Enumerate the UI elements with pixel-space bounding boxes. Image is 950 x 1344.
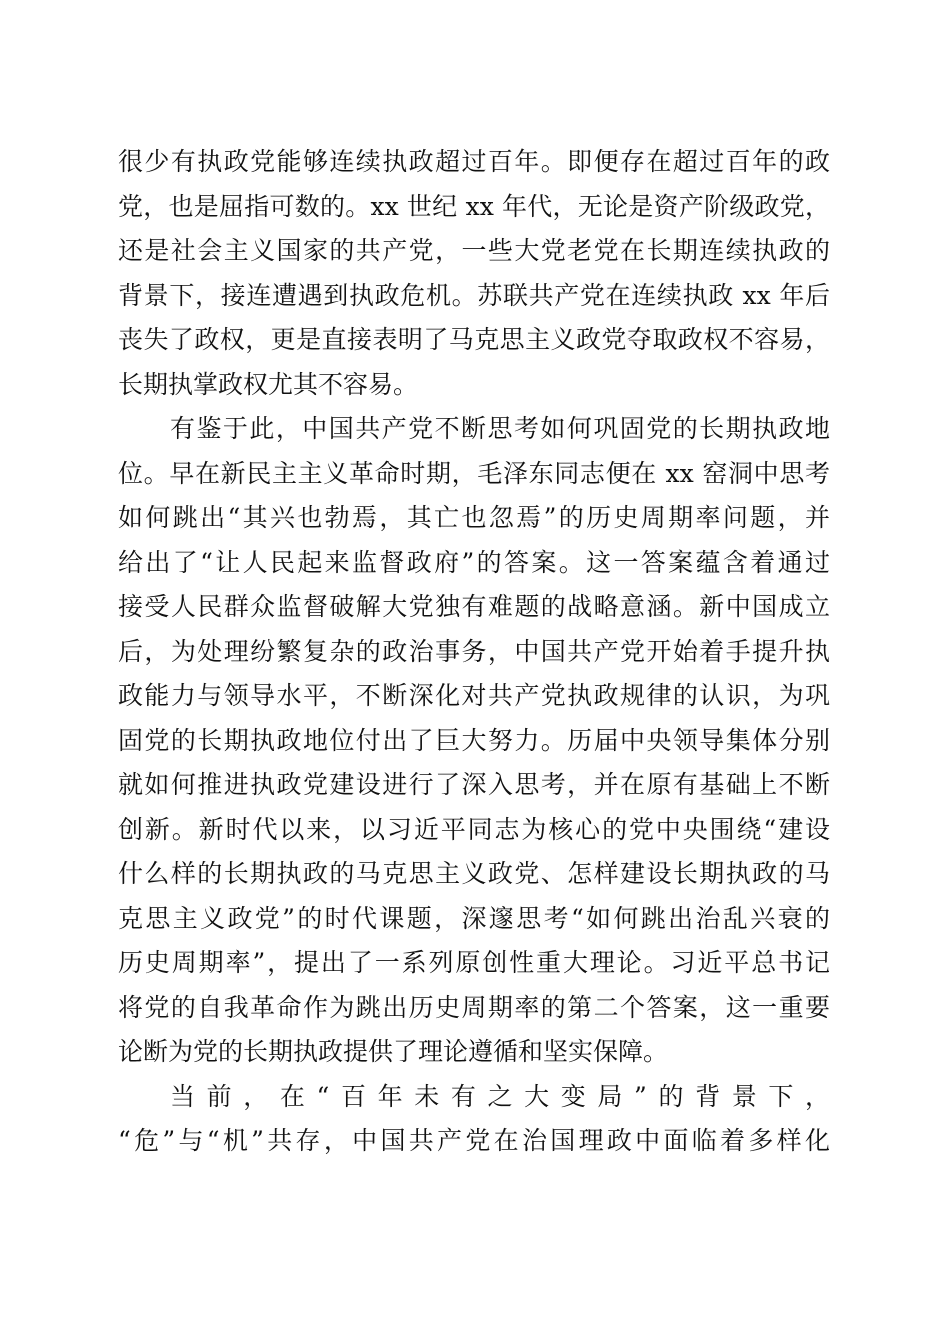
text-line: 克思主义政党”的时代课题，深邃思考“如何跳出治乱兴衰的 (118, 903, 830, 933)
paragraph (118, 1075, 830, 1164)
text-line: 有鉴于此，中国共产党不断思考如何巩固党的长期执政地 (170, 414, 830, 443)
text-line: 位。早在新民主主义革命时期，毛泽东同志便在 xx 窑洞中思考 (118, 458, 830, 488)
paragraph (118, 140, 830, 407)
text-line: 固党的长期执政地位付出了巨大努力。历届中央领导集体分别 (118, 725, 830, 755)
text-line: 将党的自我革命作为跳出历史周期率的第二个答案，这一重要 (118, 992, 830, 1022)
text-line: 党，也是屈指可数的。xx 世纪 xx 年代，无论是资产阶级政党， (118, 191, 830, 221)
text-line: 给出了“让人民起来监督政府”的答案。这一答案蕴含着通过 (118, 547, 830, 577)
document-body (118, 140, 830, 1164)
paragraph (118, 407, 830, 1075)
text-line: 后，为处理纷繁复杂的政治事务，中国共产党开始着手提升执 (118, 636, 830, 666)
text-line: 就如何推进执政党建设进行了深入思考，并在原有基础上不断 (118, 770, 830, 799)
text-line: 背景下，接连遭遇到执政危机。苏联共产党在连续执政 xx 年后 (118, 280, 830, 310)
text-line: 论断为党的长期执政提供了理论遵循和坚实保障。 (118, 1037, 669, 1066)
text-line: 当前，在“百年未有之大变局”的背景下， (170, 1081, 830, 1111)
text-line: 还是社会主义国家的共产党，一些大党老党在长期连续执政的 (118, 236, 830, 265)
text-line: “危”与“机”共存，中国共产党在治国理政中面临着多样化 (118, 1126, 830, 1155)
text-line: 丧失了政权，更是直接表明了马克思主义政党夺取政权不容易， (118, 325, 830, 354)
text-line: 如何跳出“其兴也勃焉，其亡也忽焉”的历史周期率问题，并 (118, 503, 830, 532)
text-line: 什么样的长期执政的马克思主义政党、怎样建设长期执政的马 (118, 859, 830, 888)
text-line: 政能力与领导水平，不断深化对共产党执政规律的认识，为巩 (118, 681, 830, 710)
text-line: 接受人民群众监督破解大党独有难题的战略意涵。新中国成立 (118, 592, 830, 621)
text-line: 历史周期率”，提出了一系列原创性重大理论。习近平总书记 (118, 948, 830, 977)
text-line: 创新。新时代以来，以习近平同志为核心的党中央围绕“建设 (118, 814, 830, 844)
text-line: 长期执掌政权尤其不容易。 (118, 369, 419, 399)
text-line: 很少有执政党能够连续执政超过百年。即便存在超过百年的政 (118, 147, 830, 176)
